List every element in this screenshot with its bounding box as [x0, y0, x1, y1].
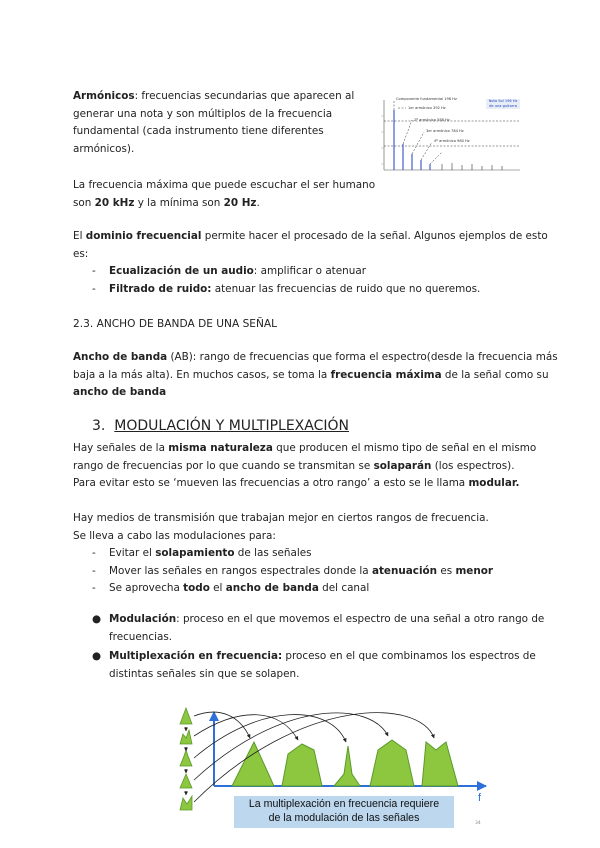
section-3-heading: 3. MODULACIÓN Y MULTIPLEXACIÓN [92, 418, 349, 434]
list-item: ● Multiplexación en frecuencia: proceso en el que combinamos los espectros de distintas señales sin que se solapen. [92, 650, 536, 680]
definition-bullets [0, 611, 600, 683]
figure-page-mark: 34 [475, 821, 481, 826]
spectrum-label-fundamental: Componente fundamental 196 Hz [396, 97, 457, 101]
harmonics-paragraph: Armónicos: frecuencias secundarias que aparecen al generar una nota y son múltiplos de la frecuencia fundamental (cada instrumento tiene diferentes armónicos). [73, 90, 355, 155]
section-2-3-title: 2.3. ANCHO DE BANDA DE UNA SEÑAL [73, 318, 278, 330]
figure-caption: La multiplexación en frecuencia requiere de la modulación de las señales [248, 798, 440, 824]
bandwidth-paragraph: Ancho de banda (AB): rango de frecuencias que forma el espectro(desde la frecuencia más baja a la más alta). En muchos casos, se toma la frecuencia máxima de la señal como su ancho de banda [73, 351, 558, 399]
bullet-dot: ● [92, 650, 102, 663]
modulation-purposes-list [0, 545, 600, 598]
frequency-domain-paragraph: El dominio frecuencial permite hacer el procesado de la señal. Algunos ejemplos de esto es: [73, 230, 548, 260]
same-nature-paragraph: Hay señales de la misma naturaleza que producen el mismo tipo de señal en el mismo rango de frecuencias por lo que cuando se transmitan se solaparán (los espectros). Para evitar esto se ‘mueven las frecuencias a otro rango’ a esto se le llama modular. [73, 442, 537, 490]
axis-label-f: f [478, 792, 482, 804]
hearing-range-paragraph: La frecuencia máxima que puede escuchar el ser humano son 20 kHz y la mínima son 20 Hz. [73, 179, 376, 209]
domain-examples-list [0, 263, 600, 298]
harmonics-term: Armónicos [73, 90, 135, 102]
list-item: ● Modulación: proceso en el que movemos el espectro de una señal a otro rango de frecuencias. [92, 613, 545, 643]
multiplexing-figure [170, 700, 490, 835]
bullet-dot: ● [92, 613, 102, 625]
transmission-media-paragraph: Hay medios de transmisión que trabajan mejor en ciertos rangos de frecuencia. Se lleva a cabo las modulaciones para: [73, 512, 489, 542]
harmonics-spectrum-image [372, 96, 522, 178]
spectrum-label-h4: 4º armónico 980 Hz [434, 139, 470, 143]
list-item: - Filtrado de ruido: atenuar las frecuencias de ruido que no queremos. [92, 282, 481, 295]
list-item: - Evitar el solapamiento de las señales [92, 547, 312, 559]
list-item: - Mover las señales en rangos espectrales donde la atenuación es menor [92, 564, 494, 577]
spectrum-label-h3: 3er armónico 784 Hz [426, 129, 464, 133]
spectrum-label-h2: 2º armónico 588 Hz [414, 118, 450, 122]
spectrum-label-h1: 1er armónico 392 Hz [408, 106, 446, 110]
spectrum-note-box: Nota Sol 196 Hz de una guitarra [486, 99, 520, 109]
list-item: - Ecualización de un audio: amplificar o atenuar [92, 265, 366, 277]
list-item: - Se aprovecha todo el ancho de banda del canal [92, 582, 370, 595]
